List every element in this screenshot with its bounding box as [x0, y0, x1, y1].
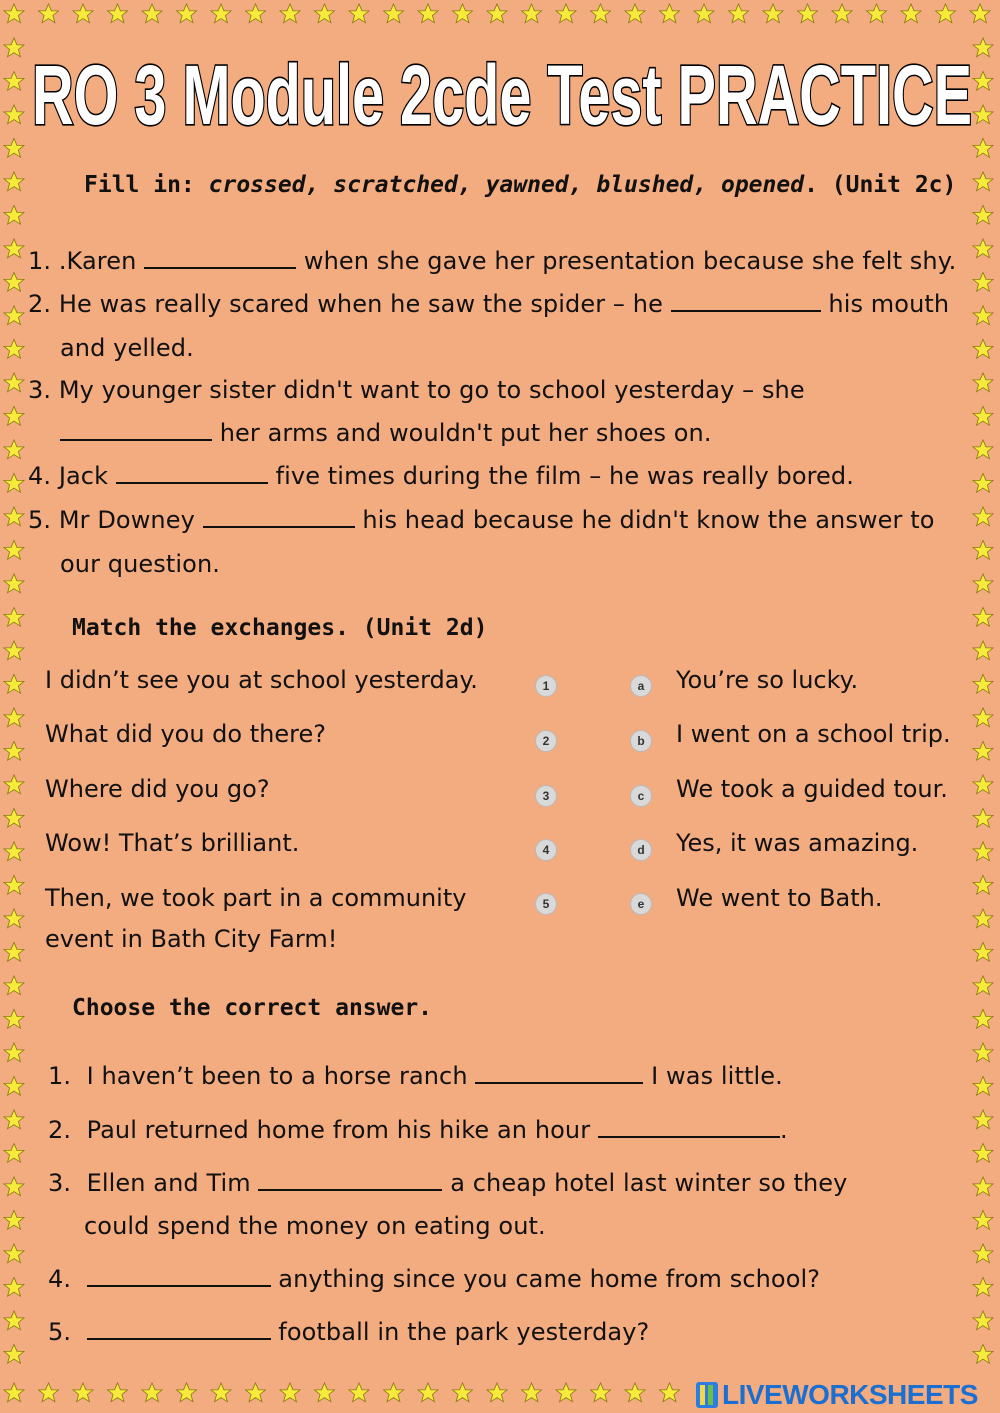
item-text: .: [779, 1116, 788, 1144]
star-icon: [245, 1383, 265, 1402]
choose-item-3-cont: [84, 1212, 546, 1240]
star-icon: [973, 775, 993, 794]
star-icon: [4, 909, 24, 928]
star-icon: [973, 1076, 993, 1095]
star-icon: [866, 4, 886, 23]
star-icon: [973, 1210, 993, 1229]
star-icon: [973, 1043, 993, 1062]
match-left-1: I didn’t see you at school yesterday.: [45, 666, 478, 694]
item-text: 2. He was really scared when he saw the spider – he: [28, 290, 671, 318]
star-icon: [4, 172, 24, 191]
choose-item-2: [48, 1116, 788, 1144]
star-icon: [142, 4, 162, 23]
answer-blank[interactable]: [60, 438, 212, 441]
answer-blank[interactable]: [671, 309, 821, 312]
star-icon: [4, 1143, 24, 1162]
star-icon: [973, 105, 993, 124]
item-text: his head because he didn't know the answer to: [354, 506, 935, 534]
item-text: her arms and wouldn't put her shoes on.: [212, 419, 712, 447]
star-icon: [973, 1143, 993, 1162]
star-icon: [418, 4, 438, 23]
match-left-4: Wow! That’s brilliant.: [45, 829, 300, 857]
star-icon: [4, 138, 24, 157]
star-icon: [4, 239, 24, 258]
match-right-d: Yes, it was amazing.: [676, 829, 919, 857]
star-icon: [973, 909, 993, 928]
star-icon: [973, 406, 993, 425]
star-icon: [4, 808, 24, 827]
star-icon: [973, 239, 993, 258]
star-icon: [314, 4, 334, 23]
item-text: 4. Jack: [28, 462, 116, 490]
match-number-2[interactable]: 2: [535, 730, 557, 752]
star-icon: [4, 641, 24, 660]
star-icon: [973, 808, 993, 827]
star-icon: [973, 875, 993, 894]
star-icon: [590, 4, 610, 23]
item-text: 3. My younger sister didn't want to go to school yesterday – she: [28, 376, 805, 404]
star-icon: [4, 842, 24, 861]
star-icon: [349, 4, 369, 23]
star-icon: [973, 574, 993, 593]
match-letter-b[interactable]: b: [630, 730, 652, 752]
answer-blank[interactable]: [116, 481, 268, 484]
fill-item-3-cont: [60, 419, 712, 447]
choose-item-3: [48, 1169, 847, 1197]
star-icon: [38, 4, 58, 23]
item-number: 1.: [48, 1062, 72, 1090]
match-number-3[interactable]: 3: [535, 785, 557, 807]
star-icon: [973, 708, 993, 727]
star-icon: [556, 1383, 576, 1402]
match-left-3: Where did you go?: [45, 775, 270, 803]
star-icon: [4, 942, 24, 961]
star-icon: [973, 607, 993, 626]
star-icon: [973, 440, 993, 459]
star-icon: [590, 1383, 610, 1402]
star-icon: [4, 306, 24, 325]
match-left-2: What did you do there?: [45, 720, 326, 748]
star-icon: [973, 172, 993, 191]
answer-blank[interactable]: [144, 266, 296, 269]
star-icon: [4, 507, 24, 526]
star-icon: [4, 1043, 24, 1062]
fill-in-label: Fill in:: [84, 172, 209, 198]
star-icon: [4, 1210, 24, 1229]
match-number-1[interactable]: 1: [535, 675, 557, 697]
item-text: when she gave her presentation because she felt shy.: [296, 247, 957, 275]
match-right-e: We went to Bath.: [676, 884, 883, 912]
match-number-4[interactable]: 4: [535, 839, 557, 861]
star-icon: [4, 607, 24, 626]
star-icon: [935, 4, 955, 23]
match-heading: Match the exchanges. (Unit 2d): [72, 615, 488, 641]
answer-blank[interactable]: [258, 1188, 442, 1191]
star-icon: [973, 272, 993, 291]
match-left-5: Then, we took part in a community: [45, 884, 467, 912]
star-icon: [4, 976, 24, 995]
star-icon: [107, 1383, 127, 1402]
match-letter-a[interactable]: a: [630, 675, 652, 697]
star-icon: [314, 1383, 334, 1402]
star-icon: [4, 708, 24, 727]
answer-blank[interactable]: [87, 1284, 271, 1287]
answer-blank[interactable]: [203, 525, 355, 528]
star-icon: [4, 4, 24, 23]
star-icon: [280, 1383, 300, 1402]
star-icon: [4, 406, 24, 425]
star-icon: [4, 1110, 24, 1129]
star-icon: [383, 4, 403, 23]
fill-item-2-cont: [60, 334, 194, 362]
item-text: could spend the money on eating out.: [84, 1212, 546, 1240]
match-left-5-cont: event in Bath City Farm!: [45, 925, 338, 953]
star-icon: [4, 205, 24, 224]
star-icon: [4, 741, 24, 760]
item-number: 3.: [48, 1169, 72, 1197]
choose-heading: Choose the correct answer.: [72, 995, 433, 1021]
item-text: anything since you came home from school?: [270, 1265, 821, 1293]
star-icon: [973, 473, 993, 492]
star-icon: [973, 373, 993, 392]
star-icon: [73, 1383, 93, 1402]
logo-mark-icon: [696, 1382, 718, 1408]
choose-item-4: [48, 1265, 820, 1293]
star-icon: [4, 473, 24, 492]
match-letter-d[interactable]: d: [630, 839, 652, 861]
item-text: I haven’t been to a horse ranch: [86, 1062, 476, 1090]
star-icon: [176, 1383, 196, 1402]
liveworksheets-logo[interactable]: [696, 1378, 978, 1412]
item-text: 1. .Karen: [28, 247, 145, 275]
fill-item-3: [28, 376, 805, 404]
star-icon: [625, 1383, 645, 1402]
star-icon: [142, 1383, 162, 1402]
unit-2c-label: . (Unit 2c): [804, 172, 957, 198]
star-icon: [973, 942, 993, 961]
star-icon: [452, 1383, 472, 1402]
star-icon: [4, 1383, 24, 1402]
star-icon: [4, 674, 24, 693]
star-icon: [973, 674, 993, 693]
star-icon: [973, 641, 993, 660]
star-icon: [973, 540, 993, 559]
fill-item-5: [28, 506, 935, 534]
star-icon: [973, 38, 993, 57]
star-icon: [728, 4, 748, 23]
star-icon: [973, 306, 993, 325]
star-icon: [280, 4, 300, 23]
star-icon: [4, 71, 24, 90]
star-icon: [4, 272, 24, 291]
star-icon: [521, 1383, 541, 1402]
page-title-text: RO 3 Module 2cde Test PRACTICE: [32, 48, 972, 138]
fill-item-4: [28, 462, 854, 490]
star-icon: [4, 1177, 24, 1196]
star-icon: [521, 4, 541, 23]
logo-text: LIVEWORKSHEETS: [722, 1379, 978, 1410]
star-icon: [4, 1344, 24, 1363]
star-icon: [973, 842, 993, 861]
star-icon: [211, 1383, 231, 1402]
answer-blank[interactable]: [475, 1081, 643, 1084]
item-text: I was little.: [643, 1062, 783, 1090]
item-text: Ellen and Tim: [86, 1169, 259, 1197]
item-number: 5.: [48, 1318, 72, 1346]
star-icon: [4, 105, 24, 124]
star-icon: [973, 205, 993, 224]
star-icon: [4, 1076, 24, 1095]
star-icon: [4, 574, 24, 593]
star-icon: [487, 4, 507, 23]
item-text: football in the park yesterday?: [270, 1318, 650, 1346]
item-number: 4.: [48, 1265, 72, 1293]
match-letter-e[interactable]: e: [630, 893, 652, 915]
match-right-a: You’re so lucky.: [676, 666, 859, 694]
star-icon: [4, 1311, 24, 1330]
star-icon: [38, 1383, 58, 1402]
fill-item-1: [28, 247, 956, 275]
star-icon: [452, 4, 472, 23]
star-icon: [625, 4, 645, 23]
star-icon: [973, 1177, 993, 1196]
star-icon: [763, 4, 783, 23]
star-icon: [659, 1383, 679, 1402]
star-icon: [4, 875, 24, 894]
match-letter-c[interactable]: c: [630, 785, 652, 807]
star-icon: [973, 741, 993, 760]
star-icon: [4, 1009, 24, 1028]
star-icon: [383, 1383, 403, 1402]
answer-blank[interactable]: [598, 1135, 780, 1138]
star-icon: [4, 1244, 24, 1263]
star-icon: [4, 440, 24, 459]
star-icon: [349, 1383, 369, 1402]
star-icon: [73, 4, 93, 23]
star-icon: [973, 976, 993, 995]
star-icon: [694, 4, 714, 23]
star-icon: [4, 373, 24, 392]
star-icon: [973, 1344, 993, 1363]
match-right-b: I went on a school trip.: [676, 720, 951, 748]
star-icon: [4, 1277, 24, 1296]
star-icon: [973, 1311, 993, 1330]
star-icon: [4, 540, 24, 559]
star-icon: [970, 4, 990, 23]
page-title: [30, 44, 975, 138]
fill-in-heading: [84, 172, 956, 198]
item-text: 5. Mr Downey: [28, 506, 203, 534]
star-icon: [4, 775, 24, 794]
item-text: five times during the film – he was really bored.: [267, 462, 854, 490]
star-icon: [176, 4, 196, 23]
star-icon: [4, 339, 24, 358]
star-icon: [107, 4, 127, 23]
star-icon: [832, 4, 852, 23]
fill-item-5-cont: [60, 550, 220, 578]
answer-blank[interactable]: [87, 1337, 271, 1340]
match-right-c: We took a guided tour.: [676, 775, 948, 803]
item-text: our question.: [60, 550, 221, 578]
star-icon: [659, 4, 679, 23]
item-number: 2.: [48, 1116, 72, 1144]
star-icon: [973, 138, 993, 157]
star-icon: [973, 1110, 993, 1129]
star-icon: [973, 1277, 993, 1296]
item-text: his mouth: [820, 290, 950, 318]
word-bank: crossed, scratched, yawned, blushed, opened: [208, 172, 805, 198]
star-icon: [973, 1244, 993, 1263]
item-text: a cheap hotel last winter so they: [442, 1169, 848, 1197]
star-icon: [973, 71, 993, 90]
star-icon: [556, 4, 576, 23]
choose-item-5: [48, 1318, 649, 1346]
choose-item-1: [48, 1062, 783, 1090]
star-icon: [973, 1009, 993, 1028]
item-text: Paul returned home from his hike an hour: [86, 1116, 598, 1144]
item-text: and yelled.: [60, 334, 194, 362]
fill-item-2: [28, 290, 949, 318]
star-icon: [901, 4, 921, 23]
match-number-5[interactable]: 5: [535, 893, 557, 915]
star-icon: [211, 4, 231, 23]
star-icon: [487, 1383, 507, 1402]
star-icon: [4, 38, 24, 57]
star-icon: [797, 4, 817, 23]
star-icon: [418, 1383, 438, 1402]
star-icon: [973, 507, 993, 526]
star-icon: [245, 4, 265, 23]
star-icon: [973, 339, 993, 358]
